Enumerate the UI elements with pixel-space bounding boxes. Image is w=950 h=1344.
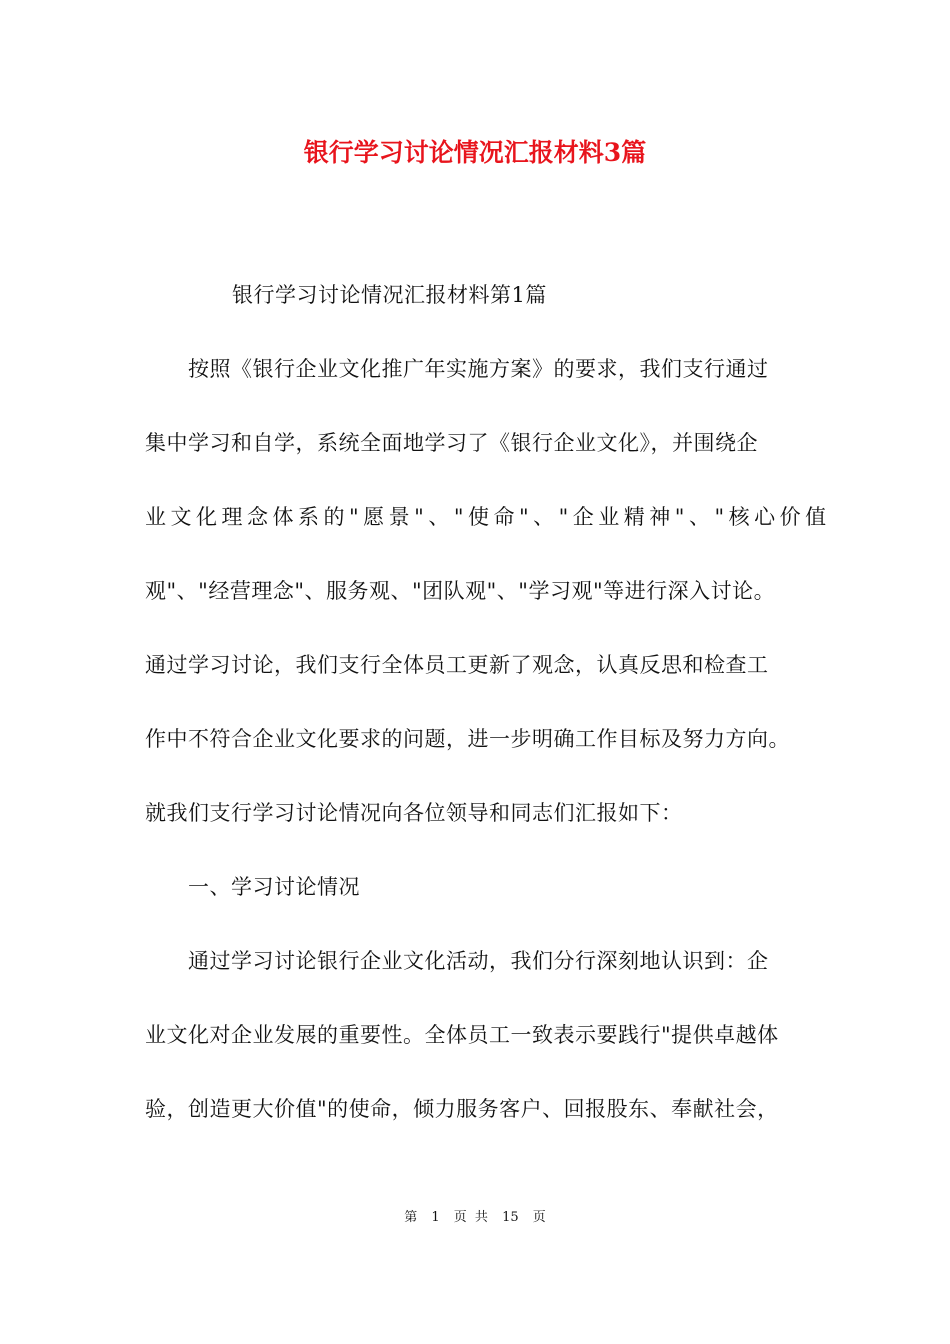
footer-current-page: 1 [431, 1210, 440, 1225]
footer-prefix: 第 [404, 1210, 418, 1225]
page-footer [0, 1206, 950, 1225]
paragraph-line: 就我们支行学习讨论情况向各位领导和同志们汇报如下： [145, 801, 683, 825]
subsection-heading: 一、学习讨论情况 [188, 875, 360, 899]
document-title: 银行学习讨论情况汇报材料3篇 [303, 138, 647, 167]
paragraph-line: 观"、"经营理念"、服务观、"团队观"、"学习观"等进行深入讨论。 [145, 579, 776, 603]
paragraph-line: 通过学习讨论银行企业文化活动，我们分行深刻地认识到：企 [188, 949, 769, 973]
paragraph-line: 集中学习和自学，系统全面地学习了《银行企业文化》，并围绕企 [145, 431, 758, 455]
paragraph-line: 验，创造更大价值"的使命，倾力服务客户、回报股东、奉献社会， [145, 1097, 779, 1121]
paragraph-line: 业文化对企业发展的重要性。全体员工一致表示要践行"提供卓越体 [145, 1023, 779, 1047]
section-heading: 银行学习讨论情况汇报材料第1篇 [232, 283, 547, 307]
footer-total-pages: 15 [502, 1210, 519, 1225]
paragraph-line: 按照《银行企业文化推广年实施方案》的要求，我们支行通过 [188, 357, 769, 381]
footer-middle: 页 共 [453, 1210, 488, 1225]
paragraph-line: 作中不符合企业文化要求的问题，进一步明确工作目标及努力方向。 [145, 727, 790, 751]
footer-suffix: 页 [532, 1210, 546, 1225]
paragraph-line: 业文化理念体系的"愿景"、"使命"、"企业精神"、"核心价值 [145, 505, 831, 529]
paragraph-line: 通过学习讨论，我们支行全体员工更新了观念，认真反思和检查工 [145, 653, 769, 677]
